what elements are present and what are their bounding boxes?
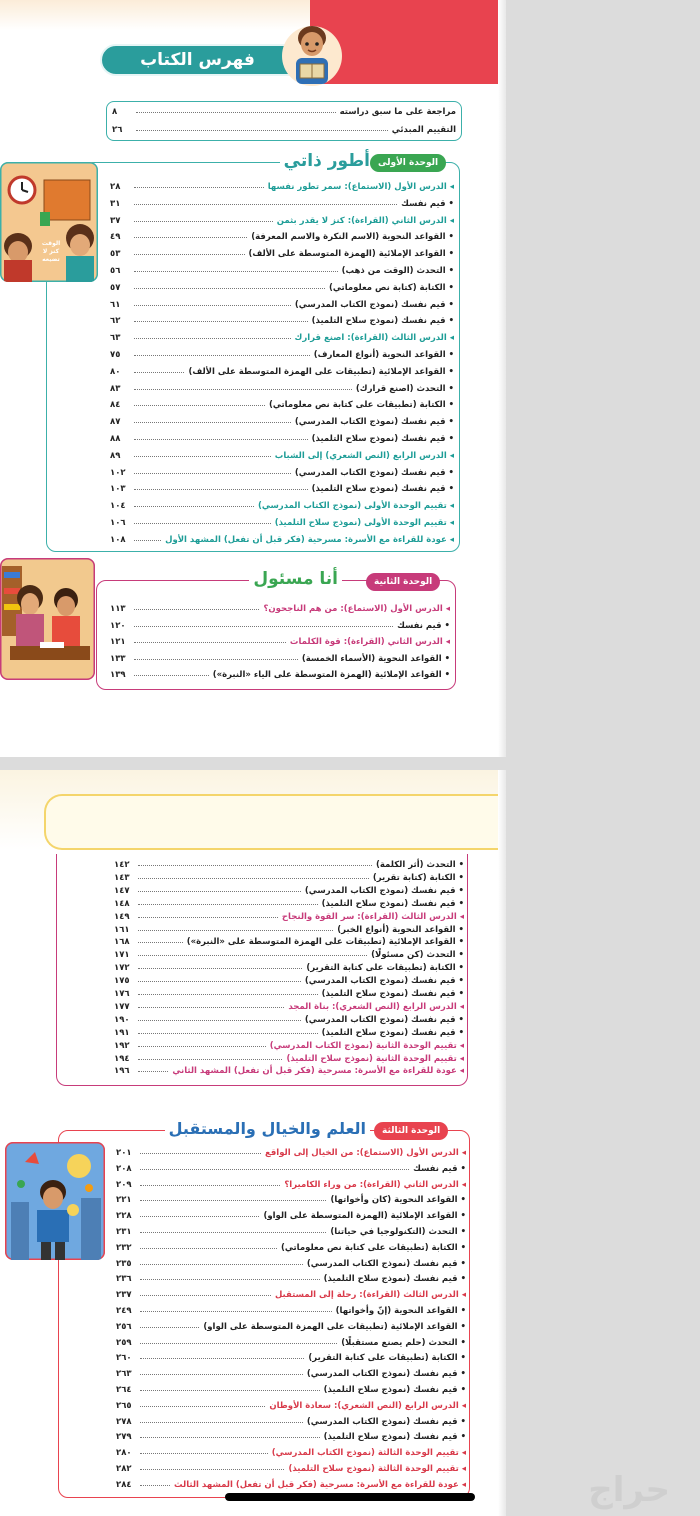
toc-row-page: ٣١ (110, 198, 121, 209)
toc-row[interactable] (110, 310, 454, 326)
toc-row[interactable] (110, 277, 454, 293)
toc-row-label: • قيم نفسك (نموذج الكتاب المدرسي) (306, 1416, 466, 1427)
toc-row[interactable] (110, 512, 454, 528)
unit2-title: أنا مسئول (249, 569, 342, 589)
toc-row-page: ٢٦٠ (116, 1353, 132, 1364)
leader-dots (140, 1406, 265, 1407)
toc-row-page: ٢٣٥ (116, 1258, 132, 1269)
toc-row-page: ٥٧ (110, 282, 121, 293)
toc-row-page: ١٤٣ (114, 872, 130, 883)
leader-dots (134, 456, 271, 457)
toc-row-label: • التحدث (اصنع قرارك) (355, 383, 454, 394)
leader-dots (134, 659, 298, 660)
leader-dots (134, 372, 184, 373)
toc-row[interactable] (110, 462, 454, 478)
leader-dots (140, 1327, 199, 1328)
toc-row-page: ٢٣٢ (116, 1242, 132, 1253)
leader-dots (140, 1485, 170, 1486)
toc-row[interactable] (110, 394, 454, 410)
toc-row-page: ٢٤٩ (116, 1306, 132, 1316)
toc-row-label: • القواعد النحوية (إنّ وأخواتها) (335, 1306, 466, 1316)
toc-row-page: ٦٣ (110, 333, 121, 344)
leader-dots (140, 1153, 261, 1154)
leader-dots (134, 221, 273, 222)
toc-row-page: ٢٥٦ (116, 1321, 132, 1332)
toc-row-page: ٢٨٤ (116, 1479, 132, 1490)
toc-row-label: • قيم نفسك (413, 1163, 466, 1174)
toc-row-page: ١٩٢ (114, 1040, 130, 1051)
toc-row[interactable] (110, 294, 454, 310)
toc-row-page: ١٠٢ (110, 467, 126, 478)
toc-row-label: ◂ الدرس الثاني (القراءة): كنز لا يقدر بثمن (276, 215, 454, 226)
toc-row[interactable] (110, 478, 454, 494)
leader-dots (138, 1059, 282, 1060)
toc-row[interactable]: التقييم المبدئي ٢٦ (112, 125, 456, 135)
toc-row[interactable] (116, 1379, 466, 1395)
page-title: فهرس الكتاب (100, 44, 295, 76)
watermark-logo: حراج (588, 1470, 670, 1510)
toc-row[interactable] (116, 1284, 466, 1300)
toc-row[interactable] (110, 210, 454, 226)
toc-row-page: ٤٩ (110, 232, 121, 243)
toc-row-page: ٢٣١ (116, 1227, 132, 1237)
toc-row-page: ٥٦ (110, 266, 121, 276)
toc-row-label: • التحدث (الوقت من ذهب) (341, 266, 454, 276)
leader-dots (138, 955, 367, 956)
toc-row-label: • القواعد الإملائية (تطبيقات على الهمزة المتوسطة على الألف) (188, 366, 454, 377)
leader-dots (134, 355, 310, 356)
toc-row[interactable] (110, 378, 454, 394)
toc-row[interactable] (116, 1142, 466, 1158)
toc-row[interactable] (116, 1158, 466, 1174)
toc-row-page: ١٣٣ (110, 653, 126, 664)
toc-row-page: ١٤٩ (114, 911, 130, 922)
toc-row-label: • التحدث (كن مسئولًا) (371, 950, 464, 961)
toc-row-label: ◂ تقييم الوحدة الأولى (نموذج الكتاب المدرسي) (257, 501, 454, 512)
toc-row-label: • الكتابة (تطبيقات على كتابة التقرير) (306, 963, 464, 974)
leader-dots (138, 1071, 168, 1072)
toc-row-label: • الكتابة (كتابة نص معلوماتي) (329, 282, 454, 293)
toc-row[interactable] (116, 1268, 466, 1284)
toc-row-label: • قيم نفسك (نموذج الكتاب المدرسي) (294, 299, 454, 310)
leader-dots (134, 187, 264, 188)
toc-row[interactable] (110, 631, 450, 647)
page-edge (498, 0, 506, 757)
leader-dots (140, 1453, 268, 1454)
toc-row-page: ٣٧ (110, 215, 121, 226)
toc-row-label: ◂ الدرس الثالث (القراءة): رحلة إلى المستقبل (274, 1290, 466, 1301)
leader-dots (140, 1422, 303, 1423)
unit2-tag: الوحدة الثانية (366, 573, 440, 591)
leader-dots (140, 1343, 337, 1344)
leader-dots (134, 389, 352, 390)
leader-dots (140, 1169, 409, 1170)
leader-dots (138, 917, 278, 918)
leader-dots (138, 1020, 301, 1021)
unit3-title: العلم والخيال والمستقبل (165, 1119, 370, 1138)
toc-row-page: ١٦٨ (114, 937, 130, 948)
toc-row-label: • قيم نفسك (نموذج سلاح التلميذ) (321, 898, 464, 909)
leader-dots (134, 288, 325, 289)
leader-dots (140, 1374, 303, 1375)
toc-row-label: • الكتابة (تطبيقات على كتابة نص معلوماتي) (281, 1242, 466, 1253)
toc-row-label: • التحدث (حلم يصنع مستقبلًا) (341, 1337, 466, 1348)
toc-row-label: • التحدث (التكنولوجيا في حياتنا) (330, 1227, 466, 1237)
toc-row-label: ◂ الدرس الثاني (القراءة): من وراء الكاميرا؟ (284, 1179, 466, 1190)
toc-row-page: ٢٢٨ (116, 1211, 132, 1222)
toc-row[interactable] (116, 1332, 466, 1348)
leader-dots (140, 1295, 271, 1296)
toc-row[interactable] (116, 1205, 466, 1221)
toc-row-label: • قيم نفسك (نموذج الكتاب المدرسي) (294, 467, 454, 478)
leader-dots (134, 204, 397, 205)
leader-dots (140, 1358, 304, 1359)
toc-row-page: ٨٤ (110, 400, 121, 411)
toc-row-page: ٢٦٥ (116, 1400, 132, 1411)
toc-row-page: ١٩٤ (114, 1053, 130, 1064)
leader-dots (140, 1232, 326, 1233)
toc-row-page: ١٩١ (114, 1027, 130, 1038)
toc-row[interactable] (114, 1060, 464, 1076)
leader-dots (134, 271, 338, 272)
toc-page-1 (0, 0, 506, 757)
toc-row-label: • القواعد النحوية (أنواع الخبر) (337, 924, 464, 935)
toc-row-page: ١٩٦ (114, 1066, 130, 1077)
toc-row[interactable]: مراجعة على ما سبق دراسته ٨ (112, 107, 456, 117)
toc-row[interactable] (116, 1221, 466, 1237)
toc-row[interactable] (110, 226, 454, 242)
unit1-title: أطور ذاتي (280, 151, 374, 171)
toc-row-page: ٢٧٩ (116, 1432, 132, 1443)
toc-row-page: ٢٨٠ (116, 1448, 132, 1459)
leader-dots (134, 675, 209, 676)
leader-dots (134, 254, 245, 255)
toc-row-page: ٢٨ (110, 182, 121, 192)
leader-dots (134, 489, 308, 490)
toc-row-page: ١٧٥ (114, 976, 130, 987)
leader-dots (140, 1200, 326, 1201)
toc-row-label: • القواعد النحوية (الأسماء الخمسة) (301, 653, 450, 664)
toc-row-page: ١٦١ (114, 924, 130, 935)
toc-row[interactable] (116, 1474, 466, 1490)
toc-row-page: ٢٥٩ (116, 1337, 132, 1348)
toc-row-page: ١٠٦ (110, 518, 126, 528)
leader-dots (138, 878, 369, 879)
toc-row-label: • القواعد الإملائية (الهمزة المتوسطة على الياء «النبرة») (212, 670, 450, 680)
toc-row-label: • الكتابة (تطبيقات على كتابة نص معلوماتي) (269, 400, 454, 411)
toc-row-page: ٦١ (110, 299, 121, 310)
toc-row[interactable] (116, 1442, 466, 1458)
toc-row-label: ◂ الدرس الثالث (القراءة): اصنع قرارك (294, 333, 454, 344)
toc-row-page: ٨٠ (110, 366, 121, 377)
toc-row-label: ◂ عودة للقراءة مع الأسرة: مسرحية (فكر قبل أن تفعل) المشهد الثالث (174, 1479, 466, 1490)
leader-dots (134, 540, 161, 541)
toc-row-page: ٢٣٧ (116, 1290, 132, 1301)
toc-row[interactable] (110, 411, 454, 427)
clock-kids-illustration-icon (0, 162, 98, 282)
toc-row[interactable] (116, 1300, 466, 1316)
toc-row-label: • قيم نفسك (397, 620, 450, 631)
leader-dots (138, 1007, 284, 1008)
toc-row[interactable] (116, 1174, 466, 1190)
toc-row-page: ٧٥ (110, 350, 121, 360)
leader-dots (140, 1390, 320, 1391)
toc-row-label: ◂ الدرس الأول (الاستماع): من هم الناجحون؟ (263, 604, 450, 614)
toc-row-page: ١٠٤ (110, 501, 126, 512)
leader-dots (134, 405, 265, 406)
toc-row-page: ١٣٩ (110, 670, 126, 680)
toc-row[interactable] (110, 445, 454, 461)
toc-row-label: ◂ تقييم الوحدة الثانية (نموذج الكتاب المدرسي) (269, 1040, 464, 1051)
toc-row-label: ◂ عودة للقراءة مع الأسرة: مسرحية (فكر قبل أن تفعل) المشهد الثاني (172, 1066, 464, 1077)
leader-dots (134, 338, 291, 339)
leader-dots (138, 904, 318, 905)
leader-dots (140, 1311, 332, 1312)
leader-dots (140, 1469, 284, 1470)
toc-row[interactable] (110, 648, 450, 664)
toc-row-label: • قيم نفسك (نموذج الكتاب المدرسي) (304, 976, 464, 987)
toc-row-label: • قيم نفسك (نموذج سلاح التلميذ) (323, 1385, 466, 1395)
toc-row-label: • قيم نفسك (نموذج الكتاب المدرسي) (304, 885, 464, 896)
toc-row[interactable] (116, 1363, 466, 1379)
toc-row-label: • قيم نفسك (نموذج الكتاب المدرسي) (294, 417, 454, 428)
toc-row-page: ١٠٨ (110, 534, 126, 545)
toc-row-label: • قيم نفسك (نموذج سلاح التلميذ) (323, 1432, 466, 1443)
toc-row-label: • قيم نفسك (نموذج الكتاب المدرسي) (304, 1014, 464, 1025)
toc-row[interactable] (110, 193, 454, 209)
toc-row-label: ◂ تقييم الوحدة الأولى (نموذج سلاح التلميذ) (274, 518, 454, 528)
leader-dots (138, 930, 333, 931)
leader-dots (138, 981, 301, 982)
toc-row-label: • التحدث (أثر الكلمة) (376, 860, 464, 870)
leader-dots (138, 1033, 318, 1034)
toc-row-label: ◂ الدرس الرابع (النص الشعري): سعادة الأوطان (269, 1400, 466, 1411)
toc-row-page: ٢٨٢ (116, 1464, 132, 1474)
toc-row-label: • القواعد الإملائية (الهمزة المتوسطة على الألف) (248, 249, 454, 260)
toc-row-page: ١٧٧ (114, 1001, 130, 1012)
toc-row-page: ١٤٨ (114, 898, 130, 909)
toc-row-page: ١٧٢ (114, 963, 130, 974)
toc-row-label: ◂ عودة للقراءة مع الأسرة: مسرحية (فكر قبل أن تفعل) المشهد الأول (165, 534, 454, 545)
leader-dots (134, 473, 291, 474)
toc-row[interactable] (116, 1458, 466, 1474)
toc-row-label: • قيم نفسك (401, 198, 454, 209)
toc-row-page: ١١٣ (110, 604, 126, 614)
leader-dots (140, 1264, 303, 1265)
toc-row[interactable] (110, 428, 454, 444)
boy-reading-mascot-icon (280, 16, 344, 90)
toc-row[interactable] (110, 243, 454, 259)
boy-ideas-illustration-icon (5, 1142, 105, 1260)
toc-row-label: • القواعد الإملائية (تطبيقات على الهمزة المتوسطة على «النبرة») (186, 937, 464, 948)
toc-row-label: • قيم نفسك (نموذج سلاح التلميذ) (311, 316, 454, 327)
leader-dots (134, 321, 308, 322)
leader-dots (134, 609, 259, 610)
toc-row[interactable] (110, 664, 450, 680)
leader-dots (138, 942, 183, 943)
toc-row-page: ٢٠١ (116, 1148, 132, 1158)
leader-dots (138, 968, 302, 969)
toc-row-page: ٥٣ (110, 249, 121, 260)
toc-row-page: ١٢٠ (110, 620, 126, 631)
toc-row[interactable] (110, 176, 454, 192)
toc-row[interactable] (110, 260, 454, 276)
toc-row-label: • القواعد الإملائية (الهمزة المتوسطة على الواو) (263, 1211, 466, 1222)
leader-dots (140, 1437, 320, 1438)
toc-row-label: • الكتابة (تطبيقات على كتابة التقرير) (308, 1353, 466, 1364)
page-edge (498, 770, 506, 1516)
leader-dots (140, 1185, 280, 1186)
toc-row-label: • القواعد النحوية (كان وأخواتها) (330, 1195, 466, 1206)
toc-row-page: ٨٧ (110, 417, 121, 428)
toc-row-label: • قيم نفسك (نموذج الكتاب المدرسي) (306, 1258, 466, 1269)
toc-row[interactable] (110, 361, 454, 377)
leader-dots (140, 1248, 277, 1249)
leader-dots (140, 1216, 259, 1217)
toc-row-page: ٨٣ (110, 383, 121, 394)
toc-row-page: ٢٦٤ (116, 1385, 132, 1395)
leader-dots (134, 305, 291, 306)
toc-row[interactable] (110, 495, 454, 511)
toc-row-label: ◂ تقييم الوحدة الثانية (نموذج سلاح التلميذ) (286, 1053, 464, 1064)
toc-row-page: ٢٠٨ (116, 1163, 132, 1174)
toc-row-page: ١٤٧ (114, 885, 130, 896)
toc-row-label: ◂ تقييم الوحدة الثالثة (نموذج الكتاب المدرسي) (271, 1448, 466, 1459)
toc-row-label: ◂ الدرس الثاني (القراءة): قوة الكلمات (289, 637, 450, 647)
toc-row-label: • قيم نفسك (نموذج الكتاب المدرسي) (306, 1369, 466, 1380)
toc-row[interactable] (116, 1395, 466, 1411)
toc-row-label: • القواعد النحوية (أنواع المعارف) (313, 350, 454, 360)
leader-dots (134, 439, 308, 440)
leader-dots (134, 422, 291, 423)
clock-caption: الوقت كنز لا تضيعه (41, 240, 61, 263)
toc-row-label: ◂ الدرس الثالث (القراءة): سر القوة والنجاح (281, 911, 464, 922)
toc-row-label: ◂ الدرس الأول (الاستماع): من الخيال إلى الواقع (264, 1148, 466, 1158)
toc-row[interactable] (116, 1237, 466, 1253)
toc-row[interactable] (116, 1347, 466, 1363)
toc-row-label: • قيم نفسك (نموذج سلاح التلميذ) (321, 1027, 464, 1038)
leader-dots (138, 865, 372, 866)
toc-row-page: ٢٢١ (116, 1195, 132, 1206)
leader-dots (138, 1046, 266, 1047)
header-band (0, 0, 320, 30)
toc-row-label: • الكتابة (كتابة تقرير) (372, 872, 464, 883)
toc-row[interactable] (110, 598, 450, 614)
toc-row-label: ◂ الدرس الرابع (النص الشعري): بناة المجد (288, 1001, 464, 1012)
unit3-tag: الوحدة الثالثة (374, 1122, 448, 1140)
students-desk-illustration-icon (0, 558, 95, 680)
toc-row-label: • قيم نفسك (نموذج سلاح التلميذ) (311, 484, 454, 495)
toc-row-label: • قيم نفسك (نموذج سلاح التلميذ) (321, 989, 464, 999)
toc-row-label: • القواعد الإملائية (تطبيقات على الهمزة المتوسطة على الواو) (203, 1321, 466, 1332)
toc-row[interactable] (110, 344, 454, 360)
header-curve (44, 794, 506, 850)
toc-row[interactable] (116, 1189, 466, 1205)
leader-dots (134, 523, 271, 524)
toc-row-label: • قيم نفسك (نموذج سلاح التلميذ) (311, 434, 454, 444)
leader-dots (134, 237, 247, 238)
toc-row[interactable] (116, 1411, 466, 1427)
toc-row-label: ◂ الدرس الأول (الاستماع): سمر تطور نفسها (267, 182, 454, 192)
leader-dots (138, 994, 318, 995)
leader-dots (134, 626, 393, 627)
toc-row-page: ٢٣٦ (116, 1274, 132, 1285)
toc-row[interactable] (110, 615, 450, 631)
toc-row-label: • القواعد النحوية (الاسم النكرة والاسم المعرفة) (251, 232, 454, 243)
toc-row-page: ١٠٣ (110, 484, 126, 495)
toc-row[interactable] (116, 1426, 466, 1442)
leader-dots (134, 506, 254, 507)
toc-row-label: ◂ الدرس الرابع (النص الشعري) إلى الشباب (274, 450, 454, 461)
toc-row-page: ٨٩ (110, 450, 121, 461)
home-indicator[interactable] (225, 1493, 475, 1501)
toc-row-page: ٢٠٩ (116, 1179, 132, 1190)
unit1-tag: الوحدة الأولى (370, 154, 446, 172)
toc-row-page: ٦٢ (110, 316, 121, 327)
toc-row-page: ١٤٢ (114, 860, 130, 870)
toc-row[interactable] (116, 1253, 466, 1269)
toc-row-page: ١٩٠ (114, 1014, 130, 1025)
toc-row-page: ١٧١ (114, 950, 130, 961)
toc-row[interactable] (110, 327, 454, 343)
leader-dots (138, 891, 301, 892)
toc-row[interactable] (110, 529, 454, 545)
toc-row-page: ٢٧٨ (116, 1416, 132, 1427)
leader-dots (140, 1279, 320, 1280)
toc-page-2 (0, 770, 506, 1516)
toc-row-page: ٢٦٣ (116, 1369, 132, 1380)
toc-row[interactable] (116, 1316, 466, 1332)
leader-dots (134, 642, 286, 643)
toc-row-page: ٨٨ (110, 434, 121, 444)
toc-row-label: ◂ تقييم الوحدة الثالثة (نموذج سلاح التلميذ) (288, 1464, 466, 1474)
toc-row-page: ١٧٦ (114, 989, 130, 999)
toc-row-label: • قيم نفسك (نموذج سلاح التلميذ) (323, 1274, 466, 1285)
toc-row-page: ١٢١ (110, 637, 126, 647)
